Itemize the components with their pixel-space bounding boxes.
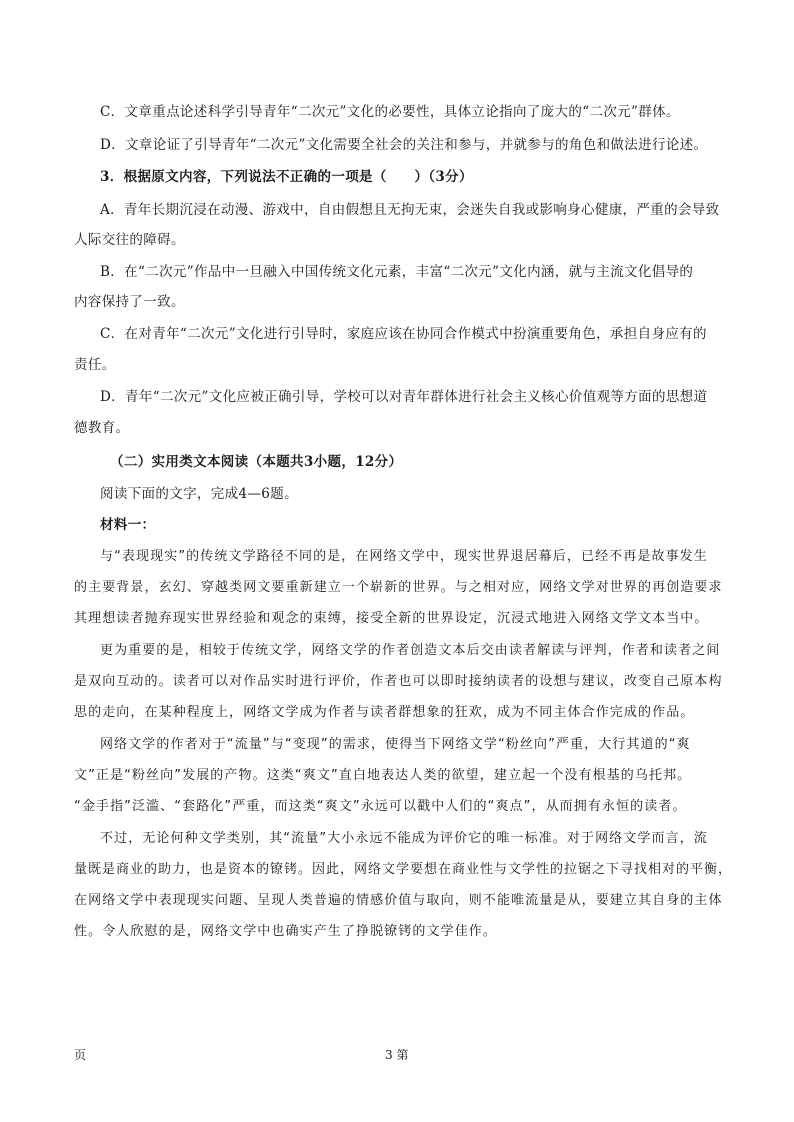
section-title: （二）实用类文本阅读（本题共3小题，12分） bbox=[110, 454, 403, 470]
p3-line3: “金手指”泛滥、“套路化”严重，而这类“爽文”永远可以戳中人们的“爽点”，从而拥有永恒的读者。 bbox=[74, 799, 687, 814]
p3-line1: 网络文学的作者对于“流量”与“变现”的需求，使得当下网络文学“粉丝向”严重，大行其道的“爽 bbox=[100, 737, 691, 752]
section-instruction: 阅读下面的文字，完成4—6题。 bbox=[100, 486, 298, 502]
p1-line2: 的主要背景，玄幻、穿越类网文要重新建立一个崭新的世界。与之相对应，网络文学对世界的再创造要求 bbox=[74, 580, 723, 595]
p2-line3: 思的走向，在某种程度上，网络文学成为作者与读者群想象的狂欢，成为不同主体合作完成的作品。 bbox=[74, 705, 695, 720]
p2-line1: 更为重要的是，相较于传统文学，网络文学的作者创造文本后交由读者解读与评判，作者和读者之间 bbox=[100, 643, 721, 658]
p3-line2: 文”正是“粉丝向”发展的产物。这类“爽文”直白地表达人类的欲望，建立起一个没有根基的乌托邦。 bbox=[74, 768, 692, 783]
p4-line2: 量既是商业的助力，也是资本的镣铐。因此，网络文学要想在商业性与文学性的拉锯之下寻找相对的平衡， bbox=[74, 862, 733, 877]
q3-option-a-line1: A．青年长期沉浸在动漫、游戏中，自由假想且无拘无束，会迷失自我或影响身心健康，严重的会导致 bbox=[100, 202, 720, 218]
p2-line2: 是双向互动的。读者可以对作品实时进行评价，作者也可以即时接纳读者的设想与建议，改变自己原本构 bbox=[74, 674, 723, 689]
q3-option-b-line1: B．在“二次元”作品中一旦融入中国传统文化元素，丰富“二次元”文化内涵，就与主流文化倡导的 bbox=[100, 264, 694, 280]
q2-option-c: C．文章重点论述科学引导青年“二次元”文化的必要性，具体立论指向了庞大的“二次元”群体。 bbox=[100, 104, 680, 120]
q3-stem: 3．根据原文内容，下列说法不正确的一项是（ ）（3分） bbox=[100, 169, 473, 185]
p4-line1: 不过，无论何种文学类别，其“流量”大小永远不能成为评价它的唯一标准。对于网络文学而言，流 bbox=[100, 831, 708, 846]
footer-page-number: 3 第 bbox=[385, 1048, 409, 1062]
q3-option-d-line1: D．青年“二次元”文化应被正确引导，学校可以对青年群体进行社会主义核心价值观等方面的思想道 bbox=[100, 389, 708, 405]
p1-line3: 其理想读者抛弃现实世界经验和观念的束缚，接受全新的世界设定，沉浸式地进入网络文学文本当中。 bbox=[74, 611, 709, 626]
p1-line1: 与“表现现实”的传统文学路径不同的是，在网络文学中，现实世界退居幕后，已经不再是故事发生 bbox=[100, 549, 708, 564]
q2-option-d: D．文章论证了引导青年“二次元”文化需要全社会的关注和参与，并就参与的角色和做法进行论述。 bbox=[100, 137, 708, 153]
q3-option-c-line2: 责任。 bbox=[74, 357, 116, 373]
q3-option-d-line2: 德教育。 bbox=[74, 420, 130, 436]
q3-option-c-line1: C．在对青年“二次元”文化进行引导时，家庭应该在协同合作模式中扮演重要角色，承担自身应有的 bbox=[100, 326, 707, 342]
footer-page-label: 页 bbox=[74, 1048, 87, 1062]
material-label: 材料一： bbox=[100, 517, 156, 533]
q3-option-b-line2: 内容保持了一致。 bbox=[74, 294, 185, 310]
q3-option-a-line2: 人际交往的障碍。 bbox=[74, 232, 185, 248]
p4-line3: 在网络文学中表现现实问题、呈现人类普遍的情感价值与取向，则不能唯流量是从，要建立其自身的主体 bbox=[74, 893, 723, 908]
p4-line4: 性。令人欣慰的是，网络文学中也确实产生了挣脱镣铐的文学佳作。 bbox=[74, 924, 498, 939]
